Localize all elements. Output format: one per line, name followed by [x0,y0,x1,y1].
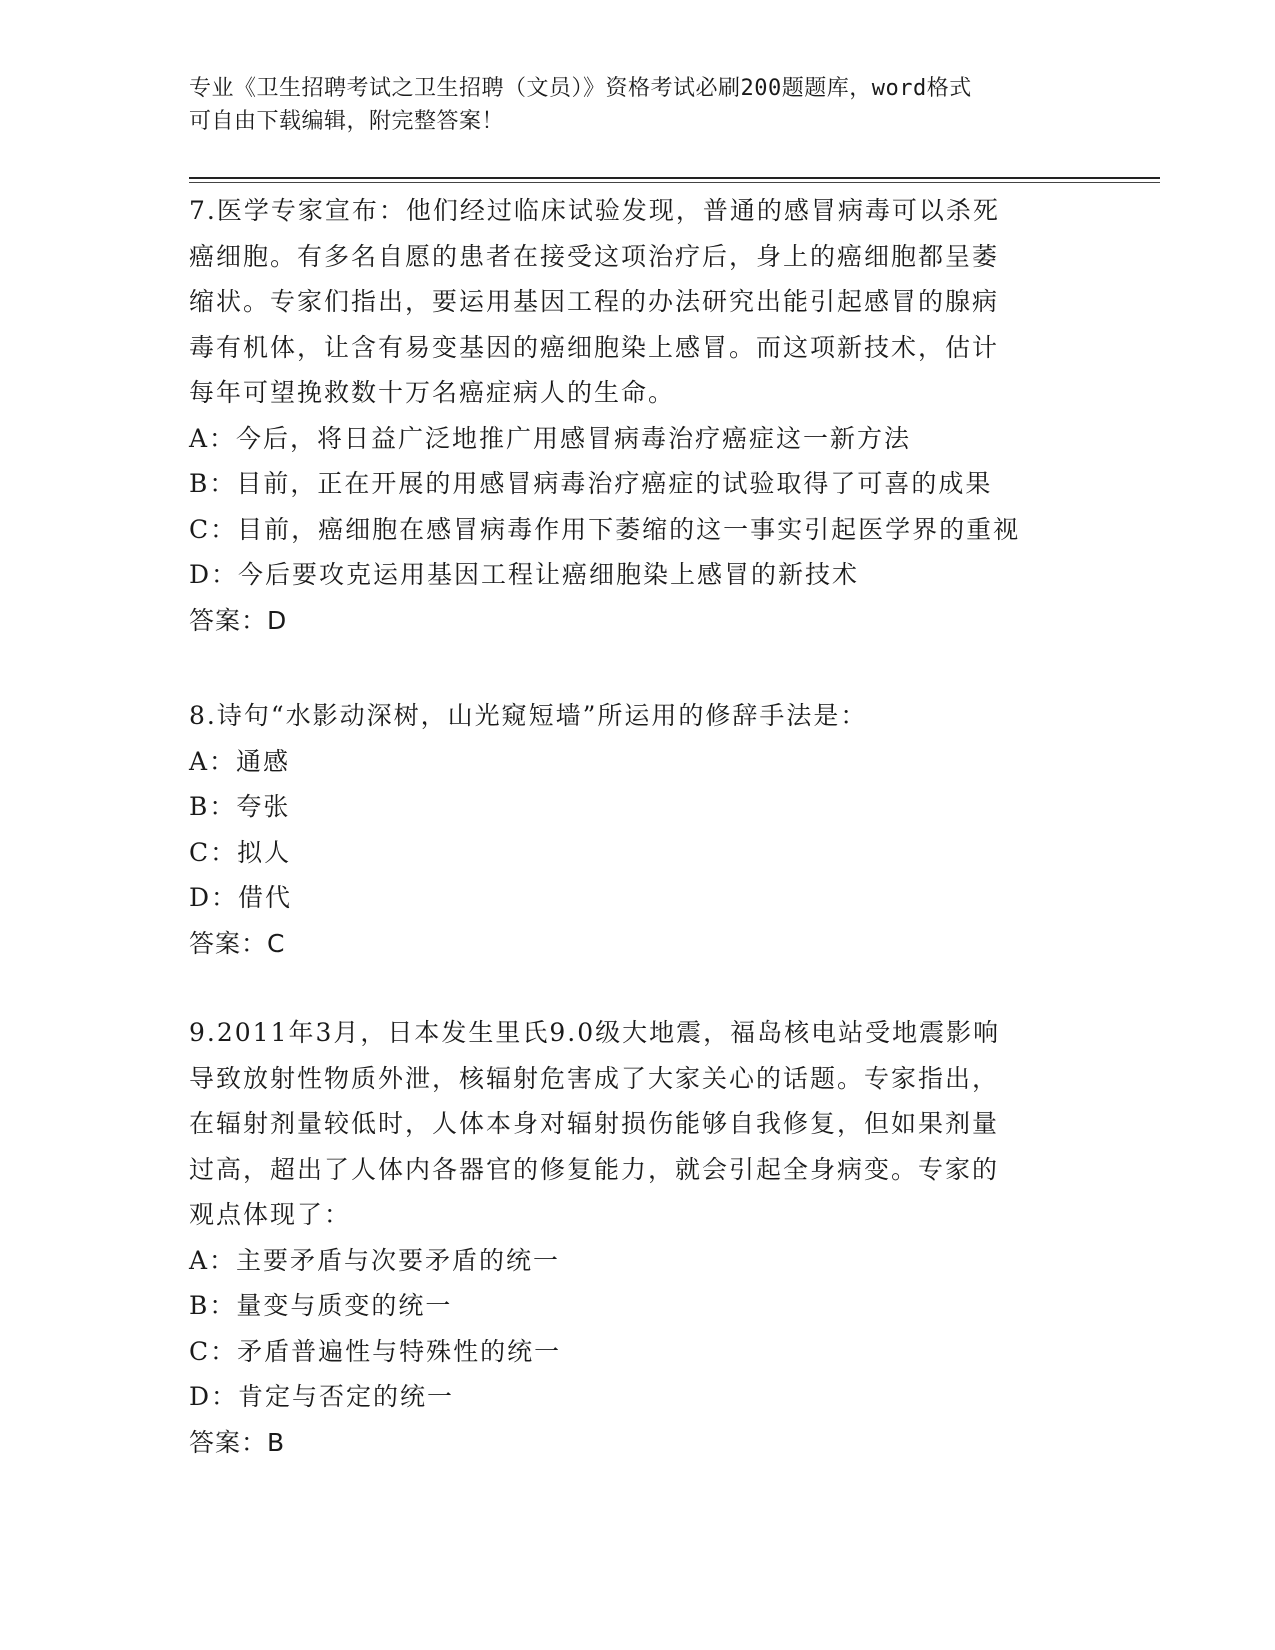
option-list [189,1238,1089,1420]
stem-line: 观点体现了： [189,1200,352,1229]
question-8 [189,693,1089,966]
option-d: D：借代 [189,883,293,912]
question-stem [189,188,1089,416]
option-d: D：今后要攻克运用基因工程让癌细胞染上感冒的新技术 [189,560,860,589]
stem-line: 过高，超出了人体内各器官的修复能力，就会引起全身病变。专家的 [189,1154,1000,1184]
option-c: C：拟人 [189,837,292,867]
header-divider-thick [189,177,1160,179]
option-c: C：矛盾普遍性与特殊性的统一 [189,1336,562,1366]
stem-line: 每年可望挽救数十万名癌症病人的生命。 [189,378,676,407]
option-list [189,416,1089,598]
option-list [189,739,1089,921]
option-b: B：夸张 [189,792,291,821]
stem-line: 9.2011年3月，日本发生里氏9.0级大地震，福岛核电站受地震影响 [189,1018,1001,1047]
option-b: B：目前，正在开展的用感冒病毒治疗癌症的试验取得了可喜的成果 [189,469,993,498]
document-header [189,72,1089,138]
option-d: D：肯定与否定的统一 [189,1382,455,1411]
stem-line: 8.诗句“水影动深树，山光窥短墙”所运用的修辞手法是： [189,701,868,730]
stem-line: 在辐射剂量较低时，人体本身对辐射损伤能够自我修复，但如果剂量 [189,1109,1000,1138]
question-stem [189,693,1089,739]
option-b: B：量变与质变的统一 [189,1291,453,1320]
stem-line: 毒有机体，让含有易变基因的癌细胞染上感冒。而这项新技术，估计 [189,332,1000,362]
stem-line: 7.医学专家宣布：他们经过临床试验发现，普通的感冒病毒可以杀死 [189,196,1000,225]
stem-line: 癌细胞。有多名自愿的患者在接受这项治疗后，身上的癌细胞都呈萎 [189,241,1000,271]
stem-line: 导致放射性物质外泄，核辐射危害成了大家关心的话题。专家指出， [189,1063,1000,1093]
answer-line: 答案：D [189,605,288,635]
header-divider-thin [189,182,1160,183]
option-a: A：通感 [189,746,291,776]
answer-line: 答案：C [189,928,286,958]
option-a: A：今后，将日益广泛地推广用感冒病毒治疗癌症这一新方法 [189,423,912,453]
header-line-1: 专业《卫生招聘考试之卫生招聘（文员）》资格考试必刷200题题库，word格式 [189,76,972,101]
header-line-2: 可自由下载编辑，附完整答案！ [189,109,505,134]
option-a: A：主要矛盾与次要矛盾的统一 [189,1245,561,1275]
answer-line: 答案：B [189,1427,286,1457]
question-7 [189,188,1089,643]
stem-line: 缩状。专家们指出，要运用基因工程的办法研究出能引起感冒的腺病 [189,287,1000,316]
option-c: C：目前，癌细胞在感冒病毒作用下萎缩的这一事实引起医学界的重视 [189,514,1021,544]
question-stem [189,1010,1089,1238]
question-9 [189,1010,1089,1465]
